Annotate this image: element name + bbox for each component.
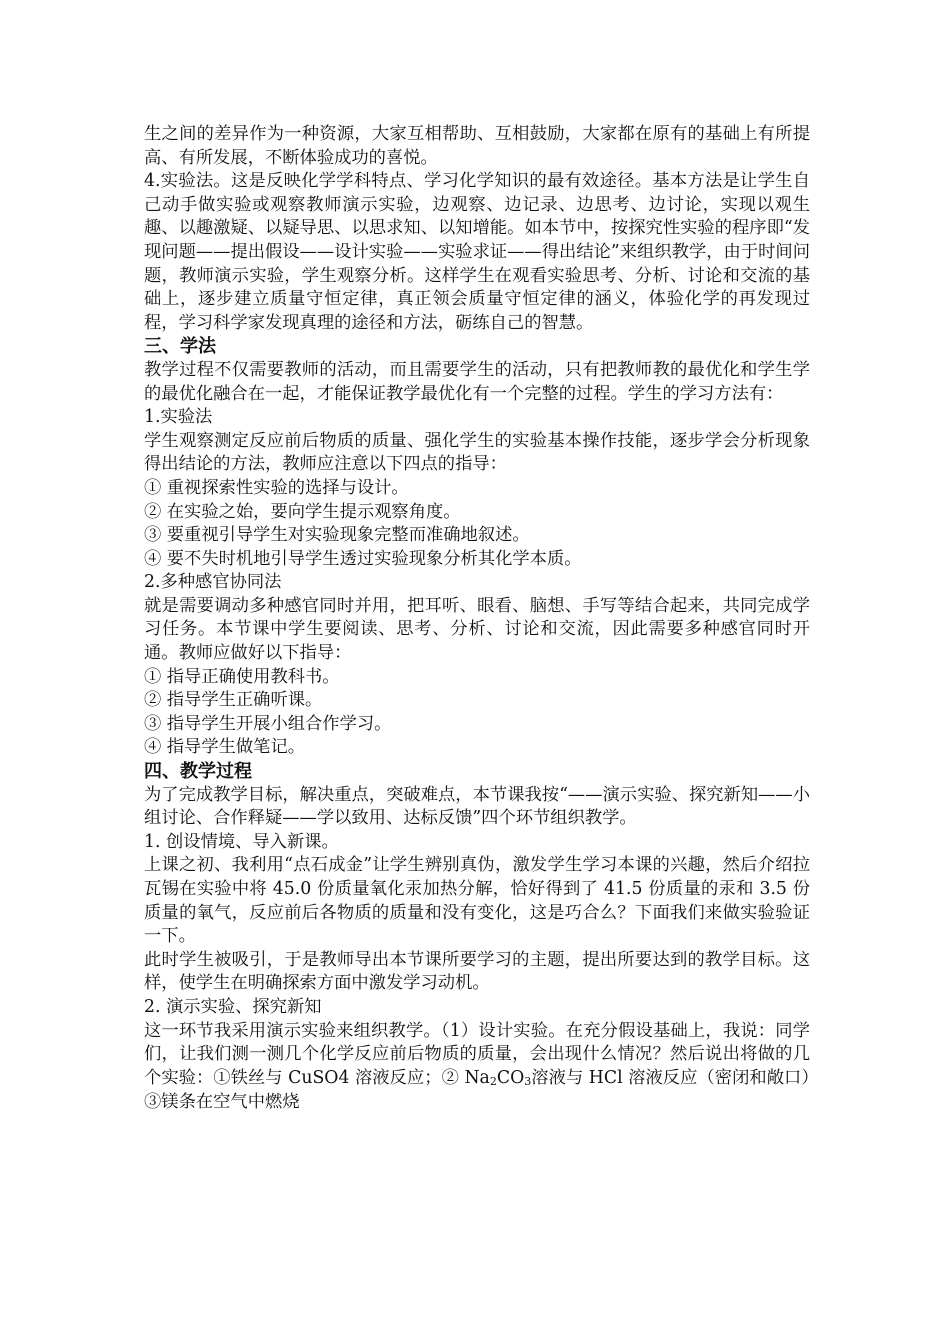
- section-heading: 四、教学过程: [144, 761, 252, 783]
- paragraph: 为了完成教学目标，解决重点，突破难点，本节课我按“——演示实验、探究新知——小组讨论、合作释疑——学以致用、达标反馈”四个环节组织教学。: [144, 784, 810, 829]
- paragraph: 教学过程不仅需要教师的活动，而且需要学生的活动，只有把教师教的最优化和学生学的最优化融合在一起，才能保证教学最优化有一个完整的过程。学生的学习方法有：: [144, 359, 810, 404]
- subsection-heading: 1.实验法: [144, 407, 213, 428]
- list-item: ① 重视探索性实验的选择与设计。: [144, 477, 409, 498]
- paragraph: 4.实验法。这是反映化学学科特点、学习化学知识的最有效途径。基本方法是让学生自己动手做实验或观察教师演示实验，边观察、边记录、边思考、边讨论，实现以观生趣、以趣激疑、以疑导思、以思求知、以知增能。如本节中，按探究性实验的程序即“发现问题——提出假设——设计实验——实验求证——得出结论”来组织教学，由于时间问题，教师演示实验，学生观察分析。这样学生在观看实验思考、分析、讨论和交流的基础上，逐步建立质量守恒定律，真正领会质量守恒定律的涵义，体验化学的再发现过程，学习科学家发现真理的途径和方法，砺练自己的智慧。: [144, 171, 810, 333]
- paragraph: [144, 1020, 810, 1115]
- document-page: [144, 123, 810, 1115]
- subscript: 2: [489, 1074, 497, 1088]
- list-item: ② 在实验之始，要向学生提示观察角度。: [144, 501, 461, 522]
- list-item: ② 指导学生正确听课。: [144, 690, 323, 711]
- list-item: ③ 要重视引导学生对实验现象完整而准确地叙述。: [144, 525, 530, 546]
- subscript: 3: [524, 1074, 532, 1088]
- list-item: ④ 要不失时机地引导学生透过实验现象分析其化学本质。: [144, 548, 582, 569]
- paragraph: 学生观察测定反应前后物质的质量、强化学生的实验基本操作技能，逐步学会分析现象得出结论的方法，教师应注意以下四点的指导：: [144, 430, 810, 475]
- paragraph: 此时学生被吸引，于是教师导出本节课所要学习的主题，提出所要达到的教学目标。这样，使学生在明确探索方面中激发学习动机。: [144, 949, 810, 994]
- subsection-heading: 2. 演示实验、探究新知: [144, 996, 322, 1017]
- section-heading: 三、学法: [144, 336, 216, 358]
- subsection-heading: 1. 创设情境、导入新课。: [144, 831, 339, 852]
- text-run: 这一环节我采用演示实验来组织教学。（1）设计实验。在充分假设基础上，我说：同学们，让我们测一测几个化学反应前后物质的质量，会出现什么情况？然后说出将做的几个实验：①铁丝与 CuSO4 溶液反应；② Na: [144, 1020, 810, 1088]
- list-item: ④ 指导学生做笔记。: [144, 737, 306, 758]
- paragraph: 生之间的差异作为一种资源，大家互相帮助、互相鼓励，大家都在原有的基础上有所提高、有所发展，不断体验成功的喜悦。: [144, 124, 810, 168]
- paragraph: 上课之初、我利用“点石成金”让学生辨别真伪，激发学生学习本课的兴趣，然后介绍拉瓦锡在实验中将 45.0 份质量氧化汞加热分解，恰好得到了 41.5 份质量的汞和 3.5 份质量的氧气，反应前后各物质的质量和没有变化，这是巧合么？下面我们来做实验验证一下。: [144, 855, 810, 947]
- text-run: CO: [496, 1067, 525, 1088]
- subsection-heading: 2.多种感官协同法: [144, 572, 282, 593]
- list-item: ① 指导正确使用教科书。: [144, 666, 340, 687]
- list-item: ③ 指导学生开展小组合作学习。: [144, 713, 392, 734]
- text-run: 溶液与 HCl 溶液反应（密闭和敞口）③镁条在空气中燃烧: [144, 1067, 810, 1113]
- paragraph: 就是需要调动多种感官同时并用，把耳听、眼看、脑想、手写等结合起来，共同完成学习任务。本节课中学生要阅读、思考、分析、讨论和交流，因此需要多种感官同时开通。教师应做好以下指导：: [144, 595, 810, 664]
